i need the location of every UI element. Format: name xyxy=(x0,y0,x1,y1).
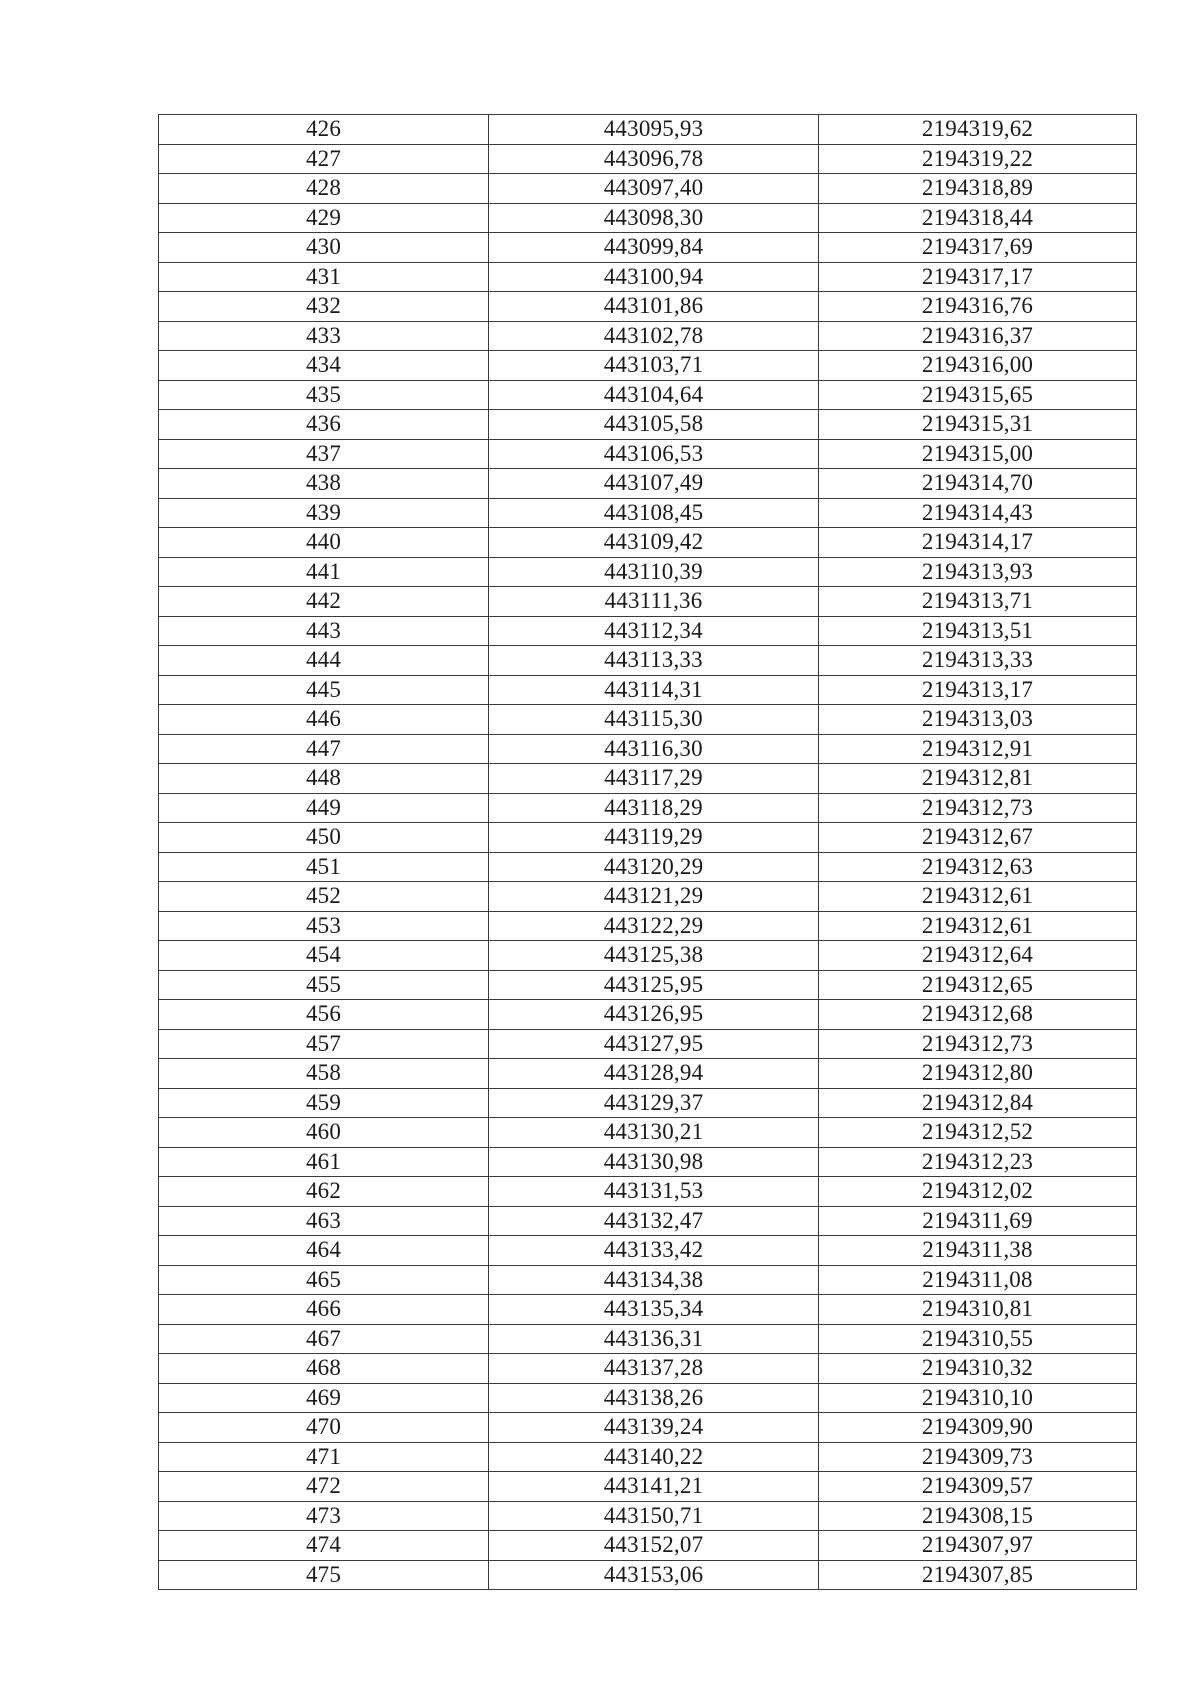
y-coordinate-cell: 2194307,97 xyxy=(819,1531,1137,1561)
x-coordinate-cell: 443122,29 xyxy=(489,911,819,941)
table-row xyxy=(159,410,1137,440)
point-number-cell: 473 xyxy=(159,1501,489,1531)
point-number-cell: 451 xyxy=(159,852,489,882)
y-coordinate-cell: 2194314,70 xyxy=(819,469,1137,499)
y-coordinate-cell: 2194309,57 xyxy=(819,1472,1137,1502)
point-number-cell: 466 xyxy=(159,1295,489,1325)
point-number-cell: 436 xyxy=(159,410,489,440)
y-coordinate-cell: 2194310,32 xyxy=(819,1354,1137,1384)
table-row xyxy=(159,1206,1137,1236)
point-number-cell: 449 xyxy=(159,793,489,823)
table-row xyxy=(159,646,1137,676)
table-row xyxy=(159,705,1137,735)
point-number-cell: 426 xyxy=(159,115,489,145)
x-coordinate-cell: 443112,34 xyxy=(489,616,819,646)
table-row xyxy=(159,1265,1137,1295)
y-coordinate-cell: 2194312,02 xyxy=(819,1177,1137,1207)
point-number-cell: 431 xyxy=(159,262,489,292)
point-number-cell: 447 xyxy=(159,734,489,764)
x-coordinate-cell: 443129,37 xyxy=(489,1088,819,1118)
x-coordinate-cell: 443136,31 xyxy=(489,1324,819,1354)
point-number-cell: 432 xyxy=(159,292,489,322)
y-coordinate-cell: 2194312,65 xyxy=(819,970,1137,1000)
point-number-cell: 450 xyxy=(159,823,489,853)
point-number-cell: 437 xyxy=(159,439,489,469)
point-number-cell: 470 xyxy=(159,1413,489,1443)
table-row xyxy=(159,1236,1137,1266)
x-coordinate-cell: 443125,95 xyxy=(489,970,819,1000)
y-coordinate-cell: 2194317,69 xyxy=(819,233,1137,263)
y-coordinate-cell: 2194319,22 xyxy=(819,144,1137,174)
y-coordinate-cell: 2194313,93 xyxy=(819,557,1137,587)
point-number-cell: 433 xyxy=(159,321,489,351)
x-coordinate-cell: 443137,28 xyxy=(489,1354,819,1384)
y-coordinate-cell: 2194317,17 xyxy=(819,262,1137,292)
y-coordinate-cell: 2194312,80 xyxy=(819,1059,1137,1089)
y-coordinate-cell: 2194318,89 xyxy=(819,174,1137,204)
x-coordinate-cell: 443105,58 xyxy=(489,410,819,440)
x-coordinate-cell: 443110,39 xyxy=(489,557,819,587)
x-coordinate-cell: 443152,07 xyxy=(489,1531,819,1561)
table-row xyxy=(159,1324,1137,1354)
point-number-cell: 441 xyxy=(159,557,489,587)
point-number-cell: 453 xyxy=(159,911,489,941)
point-number-cell: 430 xyxy=(159,233,489,263)
y-coordinate-cell: 2194310,81 xyxy=(819,1295,1137,1325)
table-row xyxy=(159,1383,1137,1413)
table-row xyxy=(159,1354,1137,1384)
y-coordinate-cell: 2194315,65 xyxy=(819,380,1137,410)
point-number-cell: 471 xyxy=(159,1442,489,1472)
y-coordinate-cell: 2194318,44 xyxy=(819,203,1137,233)
x-coordinate-cell: 443113,33 xyxy=(489,646,819,676)
table-row xyxy=(159,233,1137,263)
y-coordinate-cell: 2194312,63 xyxy=(819,852,1137,882)
y-coordinate-cell: 2194311,38 xyxy=(819,1236,1137,1266)
point-number-cell: 443 xyxy=(159,616,489,646)
x-coordinate-cell: 443096,78 xyxy=(489,144,819,174)
table-row xyxy=(159,1472,1137,1502)
x-coordinate-cell: 443121,29 xyxy=(489,882,819,912)
x-coordinate-cell: 443107,49 xyxy=(489,469,819,499)
y-coordinate-cell: 2194315,31 xyxy=(819,410,1137,440)
table-row xyxy=(159,1088,1137,1118)
point-number-cell: 460 xyxy=(159,1118,489,1148)
y-coordinate-cell: 2194313,33 xyxy=(819,646,1137,676)
x-coordinate-cell: 443127,95 xyxy=(489,1029,819,1059)
table-row xyxy=(159,882,1137,912)
table-row xyxy=(159,1501,1137,1531)
x-coordinate-cell: 443139,24 xyxy=(489,1413,819,1443)
y-coordinate-cell: 2194312,91 xyxy=(819,734,1137,764)
y-coordinate-cell: 2194312,73 xyxy=(819,1029,1137,1059)
point-number-cell: 459 xyxy=(159,1088,489,1118)
table-row xyxy=(159,1000,1137,1030)
point-number-cell: 468 xyxy=(159,1354,489,1384)
y-coordinate-cell: 2194312,61 xyxy=(819,911,1137,941)
table-row xyxy=(159,1029,1137,1059)
point-number-cell: 438 xyxy=(159,469,489,499)
x-coordinate-cell: 443116,30 xyxy=(489,734,819,764)
table-row xyxy=(159,1442,1137,1472)
point-number-cell: 442 xyxy=(159,587,489,617)
y-coordinate-cell: 2194313,71 xyxy=(819,587,1137,617)
x-coordinate-cell: 443130,98 xyxy=(489,1147,819,1177)
table-row xyxy=(159,1295,1137,1325)
y-coordinate-cell: 2194315,00 xyxy=(819,439,1137,469)
table-row xyxy=(159,144,1137,174)
point-number-cell: 467 xyxy=(159,1324,489,1354)
table-row xyxy=(159,469,1137,499)
table-row xyxy=(159,380,1137,410)
x-coordinate-cell: 443095,93 xyxy=(489,115,819,145)
x-coordinate-cell: 443128,94 xyxy=(489,1059,819,1089)
table-row xyxy=(159,528,1137,558)
x-coordinate-cell: 443131,53 xyxy=(489,1177,819,1207)
y-coordinate-cell: 2194316,37 xyxy=(819,321,1137,351)
table-row xyxy=(159,970,1137,1000)
table-row xyxy=(159,174,1137,204)
table-row xyxy=(159,439,1137,469)
point-number-cell: 452 xyxy=(159,882,489,912)
table-row xyxy=(159,793,1137,823)
point-number-cell: 440 xyxy=(159,528,489,558)
point-number-cell: 428 xyxy=(159,174,489,204)
x-coordinate-cell: 443103,71 xyxy=(489,351,819,381)
table-row xyxy=(159,852,1137,882)
coordinates-table xyxy=(158,114,1137,1590)
x-coordinate-cell: 443135,34 xyxy=(489,1295,819,1325)
y-coordinate-cell: 2194312,68 xyxy=(819,1000,1137,1030)
x-coordinate-cell: 443111,36 xyxy=(489,587,819,617)
table-row xyxy=(159,587,1137,617)
table-row xyxy=(159,351,1137,381)
x-coordinate-cell: 443097,40 xyxy=(489,174,819,204)
point-number-cell: 457 xyxy=(159,1029,489,1059)
table-row xyxy=(159,1118,1137,1148)
x-coordinate-cell: 443099,84 xyxy=(489,233,819,263)
y-coordinate-cell: 2194308,15 xyxy=(819,1501,1137,1531)
x-coordinate-cell: 443119,29 xyxy=(489,823,819,853)
y-coordinate-cell: 2194316,00 xyxy=(819,351,1137,381)
y-coordinate-cell: 2194316,76 xyxy=(819,292,1137,322)
y-coordinate-cell: 2194313,51 xyxy=(819,616,1137,646)
x-coordinate-cell: 443104,64 xyxy=(489,380,819,410)
point-number-cell: 429 xyxy=(159,203,489,233)
y-coordinate-cell: 2194309,73 xyxy=(819,1442,1137,1472)
x-coordinate-cell: 443106,53 xyxy=(489,439,819,469)
point-number-cell: 462 xyxy=(159,1177,489,1207)
y-coordinate-cell: 2194311,08 xyxy=(819,1265,1137,1295)
y-coordinate-cell: 2194312,64 xyxy=(819,941,1137,971)
point-number-cell: 458 xyxy=(159,1059,489,1089)
x-coordinate-cell: 443115,30 xyxy=(489,705,819,735)
table-row xyxy=(159,1177,1137,1207)
point-number-cell: 456 xyxy=(159,1000,489,1030)
point-number-cell: 464 xyxy=(159,1236,489,1266)
y-coordinate-cell: 2194312,23 xyxy=(819,1147,1137,1177)
x-coordinate-cell: 443126,95 xyxy=(489,1000,819,1030)
point-number-cell: 444 xyxy=(159,646,489,676)
table-row xyxy=(159,1531,1137,1561)
y-coordinate-cell: 2194312,81 xyxy=(819,764,1137,794)
x-coordinate-cell: 443150,71 xyxy=(489,1501,819,1531)
table-row xyxy=(159,734,1137,764)
x-coordinate-cell: 443101,86 xyxy=(489,292,819,322)
x-coordinate-cell: 443133,42 xyxy=(489,1236,819,1266)
x-coordinate-cell: 443140,22 xyxy=(489,1442,819,1472)
table-row xyxy=(159,498,1137,528)
table-row xyxy=(159,262,1137,292)
point-number-cell: 439 xyxy=(159,498,489,528)
point-number-cell: 446 xyxy=(159,705,489,735)
point-number-cell: 455 xyxy=(159,970,489,1000)
table-row xyxy=(159,764,1137,794)
point-number-cell: 465 xyxy=(159,1265,489,1295)
table-row xyxy=(159,203,1137,233)
y-coordinate-cell: 2194311,69 xyxy=(819,1206,1137,1236)
x-coordinate-cell: 443120,29 xyxy=(489,852,819,882)
y-coordinate-cell: 2194310,55 xyxy=(819,1324,1137,1354)
x-coordinate-cell: 443098,30 xyxy=(489,203,819,233)
y-coordinate-cell: 2194310,10 xyxy=(819,1383,1137,1413)
point-number-cell: 469 xyxy=(159,1383,489,1413)
table-row xyxy=(159,1147,1137,1177)
table-row xyxy=(159,321,1137,351)
y-coordinate-cell: 2194319,62 xyxy=(819,115,1137,145)
x-coordinate-cell: 443100,94 xyxy=(489,262,819,292)
table-row xyxy=(159,911,1137,941)
y-coordinate-cell: 2194312,67 xyxy=(819,823,1137,853)
table-row xyxy=(159,115,1137,145)
y-coordinate-cell: 2194312,52 xyxy=(819,1118,1137,1148)
x-coordinate-cell: 443109,42 xyxy=(489,528,819,558)
y-coordinate-cell: 2194312,84 xyxy=(819,1088,1137,1118)
point-number-cell: 454 xyxy=(159,941,489,971)
point-number-cell: 463 xyxy=(159,1206,489,1236)
point-number-cell: 427 xyxy=(159,144,489,174)
y-coordinate-cell: 2194313,17 xyxy=(819,675,1137,705)
point-number-cell: 474 xyxy=(159,1531,489,1561)
point-number-cell: 461 xyxy=(159,1147,489,1177)
x-coordinate-cell: 443134,38 xyxy=(489,1265,819,1295)
point-number-cell: 448 xyxy=(159,764,489,794)
table-row xyxy=(159,292,1137,322)
x-coordinate-cell: 443117,29 xyxy=(489,764,819,794)
table-row xyxy=(159,616,1137,646)
x-coordinate-cell: 443118,29 xyxy=(489,793,819,823)
y-coordinate-cell: 2194314,17 xyxy=(819,528,1137,558)
x-coordinate-cell: 443130,21 xyxy=(489,1118,819,1148)
x-coordinate-cell: 443132,47 xyxy=(489,1206,819,1236)
y-coordinate-cell: 2194312,73 xyxy=(819,793,1137,823)
y-coordinate-cell: 2194309,90 xyxy=(819,1413,1137,1443)
x-coordinate-cell: 443108,45 xyxy=(489,498,819,528)
point-number-cell: 445 xyxy=(159,675,489,705)
y-coordinate-cell: 2194307,85 xyxy=(819,1560,1137,1590)
coordinates-table-body xyxy=(159,115,1137,1590)
table-row xyxy=(159,823,1137,853)
x-coordinate-cell: 443141,21 xyxy=(489,1472,819,1502)
y-coordinate-cell: 2194313,03 xyxy=(819,705,1137,735)
y-coordinate-cell: 2194314,43 xyxy=(819,498,1137,528)
x-coordinate-cell: 443138,26 xyxy=(489,1383,819,1413)
point-number-cell: 475 xyxy=(159,1560,489,1590)
x-coordinate-cell: 443125,38 xyxy=(489,941,819,971)
table-row xyxy=(159,1560,1137,1590)
table-row xyxy=(159,1413,1137,1443)
point-number-cell: 434 xyxy=(159,351,489,381)
table-row xyxy=(159,941,1137,971)
table-row xyxy=(159,675,1137,705)
table-row xyxy=(159,557,1137,587)
point-number-cell: 435 xyxy=(159,380,489,410)
y-coordinate-cell: 2194312,61 xyxy=(819,882,1137,912)
x-coordinate-cell: 443153,06 xyxy=(489,1560,819,1590)
table-row xyxy=(159,1059,1137,1089)
point-number-cell: 472 xyxy=(159,1472,489,1502)
x-coordinate-cell: 443102,78 xyxy=(489,321,819,351)
x-coordinate-cell: 443114,31 xyxy=(489,675,819,705)
